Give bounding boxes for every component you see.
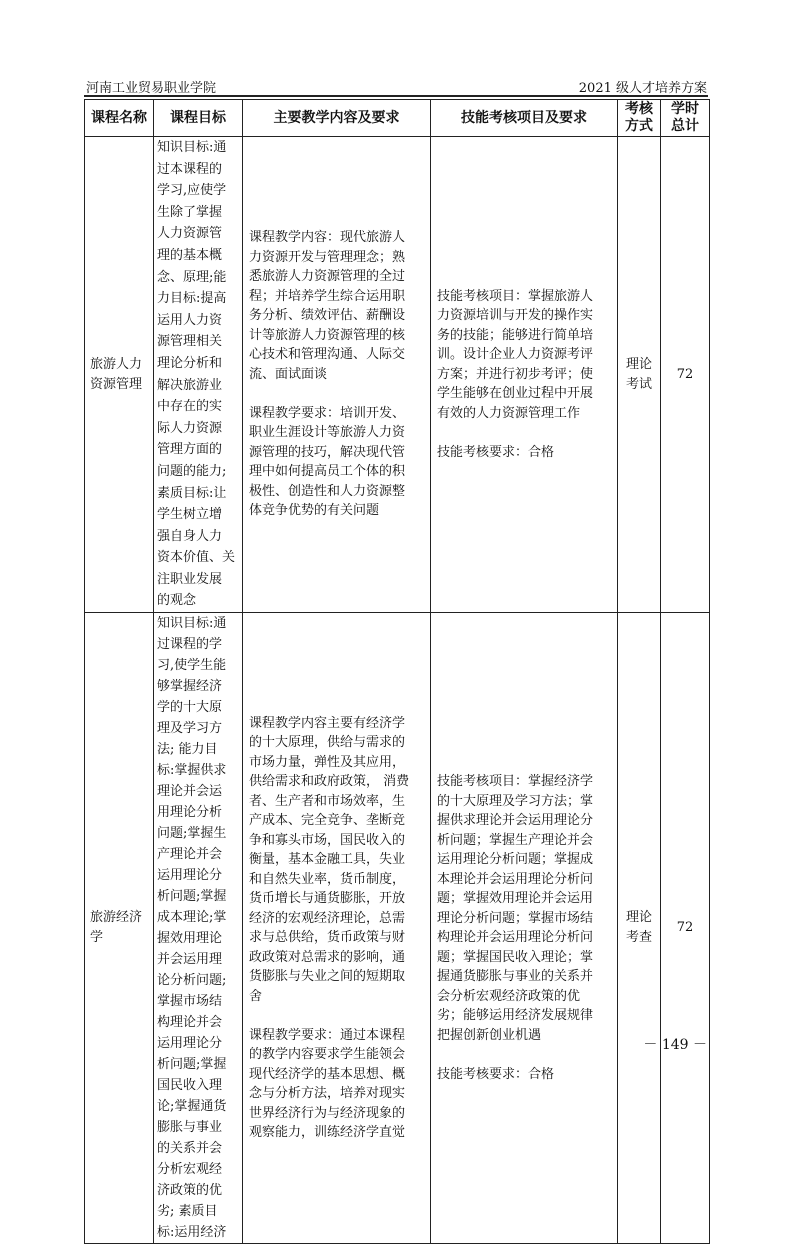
header-divider [84,95,708,97]
course-goal: 知识目标:通 过课程的学 习,使学生能 够掌握经济 学的十大原 理及学习方 法; 能力目 标:掌握供求 理论并会运 用理论分析 问题;掌握生 产理论并会 运用理论分 析问题;掌握 成本理论;掌 握效用理论 并会运用理 论分析问题; 掌握市场结 构理论并会 运用理论分 析问题;掌握 国民收入理 论;掌握通货 膨胀与事业 的关系并会 分析宏观经 济政策的优 劣; 素质目 标:运用经济 [154,613,243,1244]
header-document-title: 2021 级人才培养方案 [578,81,707,96]
assessment-method: 理论 考查 [618,613,661,1244]
course-name: 旅游人力 资源管理 [85,137,154,613]
column-header-course-goal: 课程目标 [154,100,243,137]
total-hours: 72 [661,613,710,1244]
course-content: 课程教学内容主要有经济学 的十大原理，供给与需求的 市场力量，弹性及其应用， 供给需求和政府政策， 消费 者、生产者和市场效率，生 产成本、完全竞争、垄断竞 争和寡头市场，国民收入的 衡量，基本金融工具，失业 和自然失业率，货币制度， 货币增长与通货膨胀，开放 经济的宏观经济理论，总需 求与总供给，货币政策与财 政政策对总需求的影响，通 货膨胀与失业之间的短期取 舍 课程教学要求：通过本课程 的教学内容要求学生能领会 现代经济学的基本思想、概 念与分析方法，培养对现实 世界经济行为与经济现象的 观察能力，训练经济学直觉 [243,613,431,1244]
column-header-hours: 学时 总计 [661,100,710,137]
course-skills: 技能考核项目：掌握经济学 的十大原理及学习方法；掌 握供求理论并会运用理论分 析问题；掌握生产理论并会 运用理论分析问题；掌握成 本理论并会运用理论分析问 题；掌握效用理论并会运用 理论分析问题；掌握市场结 构理论并会运用理论分析问 题；掌握国民收入理论；掌 握通货膨胀与事业的关系并 会分析宏观经济政策的优 劣；能够运用经济发展规律 把握创新创业机遇 技能考核要求：合格 [431,613,618,1244]
table-header-row [85,100,710,137]
column-header-content: 主要教学内容及要求 [243,100,431,137]
course-skills: 技能考核项目：掌握旅游人 力资源培训与开发的操作实 务的技能；能够进行简单培 训。设计企业人力资源考评 方案；并进行初步考评；使 学生能够在创业过程中开展 有效的人力资源管理工作 技能考核要求：合格 [431,137,618,613]
total-hours: 72 [661,137,710,613]
column-header-assessment: 考核 方式 [618,100,661,137]
course-table [84,99,710,1244]
column-header-skills: 技能考核项目及要求 [431,100,618,137]
table-row [85,137,710,613]
course-goal: 知识目标:通 过本课程的 学习,应使学 生除了掌握 人力资源管 理的基本概 念、原理;能 力目标:提高 运用人力资 源管理相关 理论分析和 解决旅游业 中存在的实 际人力资源 管理方面的 问题的能力; 素质目标:让 学生树立增 强自身人力 资本价值、关 注职业发展 的观念 [154,137,243,613]
column-header-course-name: 课程名称 [85,100,154,137]
page-number: － 149 － [643,1037,707,1053]
course-content: 课程教学内容：现代旅游人 力资源开发与管理理念；熟 悉旅游人力资源管理的全过 程；并培养学生综合运用职 务分析、绩效评估、薪酬设 计等旅游人力资源管理的核 心技术和管理沟通、人际交 流、面试面谈 课程教学要求：培训开发、 职业生涯设计等旅游人力资 源管理的技巧，解决现代管 理中如何提高员工个体的积 极性、创造性和人力资源整 体竞争优势的有关问题 [243,137,431,613]
assessment-method: 理论 考试 [618,137,661,613]
header-institution: 河南工业贸易职业学院 [86,81,217,96]
table-row [85,613,710,1244]
course-name: 旅游经济 学 [85,613,154,1244]
